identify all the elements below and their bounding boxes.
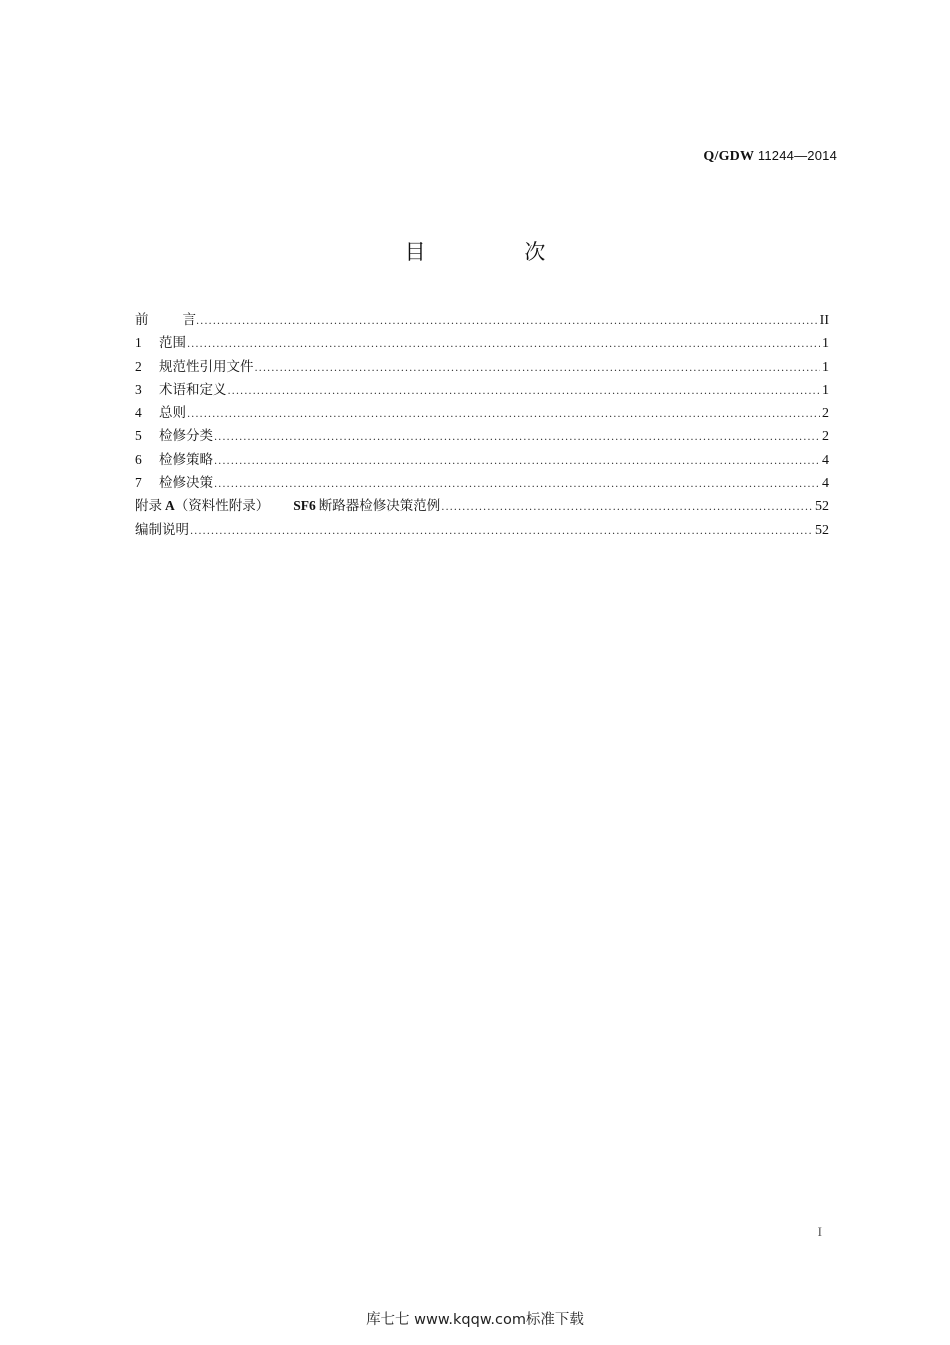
toc-item-label bbox=[135, 474, 213, 492]
toc-item-terms-definitions[interactable] bbox=[135, 381, 829, 404]
toc-item-title-subject: 断路器检修决策范例 bbox=[318, 498, 441, 515]
toc-item-title-sf6: SF6 bbox=[293, 498, 316, 514]
toc-item-maintenance-strategy[interactable] bbox=[135, 451, 829, 474]
toc-item-maintenance-classification[interactable] bbox=[135, 427, 829, 450]
toc-item-number: 4 bbox=[135, 405, 142, 421]
page-number: I bbox=[817, 1224, 822, 1239]
toc-item-number: 6 bbox=[135, 451, 142, 467]
toc-item-page: 4 bbox=[822, 476, 829, 492]
toc-leader-dots bbox=[196, 313, 818, 331]
toc-item-number: 7 bbox=[135, 475, 142, 491]
toc-item-maintenance-decision[interactable] bbox=[135, 474, 829, 497]
toc-item-title: 检修分类 bbox=[159, 428, 213, 445]
standard-number: 11244—2014 bbox=[757, 148, 837, 163]
toc-leader-dots bbox=[214, 453, 820, 471]
toc-leader-dots bbox=[214, 429, 820, 447]
toc-item-page: 4 bbox=[822, 452, 829, 468]
toc-title: 目 次 bbox=[404, 240, 592, 264]
footer-watermark-text: 库七七 www.kqqw.com标准下载 bbox=[366, 1312, 584, 1328]
toc-item-general-principles[interactable] bbox=[135, 404, 829, 427]
toc-leader-dots bbox=[441, 499, 813, 517]
toc-item-foreword[interactable] bbox=[135, 311, 829, 334]
toc-item-label bbox=[135, 358, 254, 376]
toc-item-title: 检修决策 bbox=[159, 475, 213, 492]
toc-item-number: 5 bbox=[135, 428, 142, 444]
toc-item-compilation-notes[interactable] bbox=[135, 521, 829, 544]
toc-item-title: 范围 bbox=[159, 335, 186, 352]
toc-item-label bbox=[135, 521, 189, 539]
toc-leader-dots bbox=[214, 476, 820, 494]
toc-item-scope[interactable] bbox=[135, 334, 829, 357]
toc-item-number: 1 bbox=[135, 335, 142, 351]
toc-item-page: II bbox=[819, 313, 829, 328]
toc-item-label bbox=[135, 451, 213, 469]
toc-leader-dots bbox=[190, 523, 813, 541]
toc-item-title: 总则 bbox=[159, 405, 186, 422]
toc-item-title-letter: A bbox=[165, 498, 175, 514]
toc-item-number: 2 bbox=[135, 358, 142, 374]
toc-item-label bbox=[135, 334, 186, 352]
toc-item-normative-references[interactable] bbox=[135, 358, 829, 381]
toc-item-label bbox=[135, 381, 227, 399]
toc-item-title-appendix: 附录 bbox=[135, 498, 162, 515]
toc-leader-dots bbox=[255, 360, 821, 378]
toc-item-page: 1 bbox=[822, 359, 829, 375]
toc-item-label bbox=[135, 497, 440, 515]
toc-item-page: 52 bbox=[815, 522, 829, 538]
table-of-contents bbox=[135, 311, 829, 544]
toc-item-title: 术语和定义 bbox=[159, 381, 227, 398]
toc-item-title: 前言 bbox=[135, 312, 230, 328]
toc-item-label bbox=[135, 427, 213, 445]
standard-prefix: Q/GDW bbox=[703, 149, 755, 164]
toc-item-number: 3 bbox=[135, 381, 142, 397]
toc-item-title: 检修策略 bbox=[159, 451, 213, 468]
toc-item-label bbox=[135, 404, 186, 422]
toc-leader-dots bbox=[228, 383, 821, 401]
toc-item-page: 2 bbox=[822, 406, 829, 422]
standard-code bbox=[703, 148, 837, 165]
toc-item-page: 1 bbox=[822, 382, 829, 398]
toc-item-title-informative: （资料性附录） bbox=[174, 498, 270, 515]
toc-item-title: 规范性引用文件 bbox=[159, 358, 254, 375]
toc-item-page: 52 bbox=[815, 499, 829, 515]
toc-leader-dots bbox=[187, 406, 820, 424]
toc-item-page: 1 bbox=[822, 336, 829, 352]
toc-item-page: 2 bbox=[822, 429, 829, 445]
toc-item-title: 编制说明 bbox=[135, 521, 189, 538]
toc-item-appendix-a[interactable] bbox=[135, 497, 829, 520]
toc-leader-dots bbox=[187, 336, 820, 354]
